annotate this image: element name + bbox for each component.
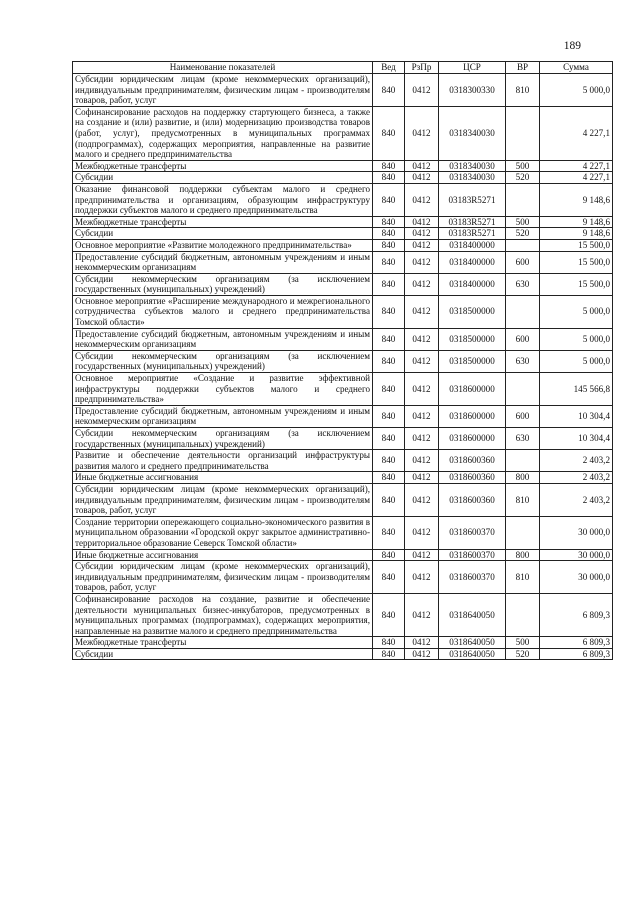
cell-vr: 800 (506, 549, 540, 561)
cell-rzpr: 0412 (405, 561, 439, 594)
cell-ved: 840 (373, 251, 405, 273)
cell-vr (506, 106, 540, 160)
cell-vr (506, 239, 540, 251)
cell-vr: 600 (506, 328, 540, 350)
cell-csr: 0318600000 (439, 405, 506, 427)
cell-ved: 840 (373, 273, 405, 295)
cell-vr: 630 (506, 428, 540, 450)
cell-vr: 500 (506, 637, 540, 649)
cell-name: Основное мероприятие «Создание и развитие эффективной инфраструктуры поддержки субъектов малого и среднего предпринимательства» (73, 373, 373, 406)
column-header-sum: Сумма (540, 62, 613, 74)
cell-rzpr: 0412 (405, 483, 439, 516)
cell-csr: 03183R5271 (439, 228, 506, 240)
cell-vr: 630 (506, 273, 540, 295)
cell-sum: 145 566,8 (540, 373, 613, 406)
cell-sum: 5 000,0 (540, 350, 613, 372)
cell-name: Предоставление субсидий бюджетным, автономным учреждениям и иным некоммерческим организациям (73, 251, 373, 273)
cell-name: Основное мероприятие «Расширение международного и межрегионального сотрудничества субъектов малого и среднего предпринимательства Томской области» (73, 295, 373, 328)
table-row (73, 239, 613, 251)
cell-name: Основное мероприятие «Развитие молодежного предпринимательства» (73, 239, 373, 251)
cell-vr (506, 183, 540, 216)
cell-vr: 520 (506, 228, 540, 240)
cell-vr (506, 295, 540, 328)
cell-csr: 0318600360 (439, 483, 506, 516)
cell-rzpr: 0412 (405, 593, 439, 636)
cell-ved: 840 (373, 516, 405, 549)
cell-sum: 15 500,0 (540, 251, 613, 273)
cell-ved: 840 (373, 183, 405, 216)
cell-rzpr: 0412 (405, 549, 439, 561)
cell-csr: 0318340030 (439, 106, 506, 160)
cell-ved: 840 (373, 637, 405, 649)
cell-rzpr: 0412 (405, 160, 439, 172)
column-header-name: Наименование показателей (73, 62, 373, 74)
table-row (73, 328, 613, 350)
cell-ved: 840 (373, 593, 405, 636)
table-row (73, 450, 613, 472)
cell-csr: 0318600370 (439, 561, 506, 594)
table-row (73, 160, 613, 172)
cell-name: Предоставление субсидий бюджетным, автономным учреждениям и иным некоммерческим организациям (73, 328, 373, 350)
cell-ved: 840 (373, 549, 405, 561)
table-row (73, 350, 613, 372)
cell-rzpr: 0412 (405, 637, 439, 649)
cell-vr: 630 (506, 350, 540, 372)
cell-csr: 0318340030 (439, 172, 506, 184)
cell-rzpr: 0412 (405, 648, 439, 660)
cell-csr: 0318400000 (439, 273, 506, 295)
cell-ved: 840 (373, 295, 405, 328)
table-row (73, 172, 613, 184)
cell-csr: 0318600370 (439, 549, 506, 561)
cell-name: Субсидии некоммерческим организациям (за исключением государственных (муниципальных) учреждений) (73, 350, 373, 372)
cell-ved: 840 (373, 405, 405, 427)
table-row (73, 428, 613, 450)
cell-ved: 840 (373, 561, 405, 594)
cell-name: Субсидии юридическим лицам (кроме некоммерческих организаций), индивидуальным предпринимателям, физическим лицам - производителям товаров, работ, услуг (73, 483, 373, 516)
table-row (73, 483, 613, 516)
cell-csr: 0318400000 (439, 239, 506, 251)
table-row (73, 516, 613, 549)
table-row (73, 273, 613, 295)
cell-rzpr: 0412 (405, 239, 439, 251)
cell-rzpr: 0412 (405, 228, 439, 240)
cell-name: Софинансирование расходов на поддержку стартующего бизнеса, а также на создание и (или) развитие, и (или) модернизацию производства товаров (работ, услуг), предусмотренных в муниципальных программах (подпрограммах), содержащих мероприятия, направленные на развитие малого и среднего предпринимательства (73, 106, 373, 160)
cell-name: Межбюджетные трансферты (73, 637, 373, 649)
cell-csr: 03183R5271 (439, 183, 506, 216)
cell-sum: 15 500,0 (540, 239, 613, 251)
cell-csr: 0318600000 (439, 428, 506, 450)
cell-sum: 10 304,4 (540, 405, 613, 427)
cell-sum: 6 809,3 (540, 648, 613, 660)
cell-ved: 840 (373, 450, 405, 472)
cell-ved: 840 (373, 228, 405, 240)
cell-vr: 500 (506, 160, 540, 172)
cell-rzpr: 0412 (405, 172, 439, 184)
cell-csr: 0318600370 (439, 516, 506, 549)
cell-name: Оказание финансовой поддержки субъектам малого и среднего предпринимательства и организациям, образующим инфраструктуру поддержки субъектов малого и среднего предпринимательства (73, 183, 373, 216)
cell-name: Субсидии юридическим лицам (кроме некоммерческих организаций), индивидуальным предпринимателям, физическим лицам - производителям товаров, работ, услуг (73, 561, 373, 594)
cell-sum: 4 227,1 (540, 106, 613, 160)
cell-csr: 0318500000 (439, 328, 506, 350)
cell-csr: 0318640050 (439, 637, 506, 649)
cell-ved: 840 (373, 328, 405, 350)
cell-sum: 6 809,3 (540, 593, 613, 636)
cell-sum: 2 403,2 (540, 472, 613, 484)
cell-ved: 840 (373, 428, 405, 450)
cell-rzpr: 0412 (405, 183, 439, 216)
cell-ved: 840 (373, 472, 405, 484)
table-row (73, 593, 613, 636)
cell-csr: 0318340030 (439, 160, 506, 172)
cell-rzpr: 0412 (405, 472, 439, 484)
cell-ved: 840 (373, 172, 405, 184)
cell-vr: 810 (506, 74, 540, 107)
cell-ved: 840 (373, 160, 405, 172)
column-header-ved: Вед (373, 62, 405, 74)
cell-name: Межбюджетные трансферты (73, 216, 373, 228)
cell-ved: 840 (373, 483, 405, 516)
cell-rzpr: 0412 (405, 273, 439, 295)
cell-vr (506, 516, 540, 549)
cell-csr: 0318640050 (439, 648, 506, 660)
cell-vr: 600 (506, 251, 540, 273)
table-row (73, 561, 613, 594)
cell-name: Иные бюджетные ассигнования (73, 549, 373, 561)
cell-sum: 6 809,3 (540, 637, 613, 649)
cell-name: Предоставление субсидий бюджетным, автономным учреждениям и иным некоммерческим организациям (73, 405, 373, 427)
cell-vr: 800 (506, 472, 540, 484)
cell-sum: 15 500,0 (540, 273, 613, 295)
cell-ved: 840 (373, 239, 405, 251)
table-row (73, 405, 613, 427)
cell-vr (506, 593, 540, 636)
cell-vr: 500 (506, 216, 540, 228)
cell-sum: 9 148,6 (540, 228, 613, 240)
cell-name: Субсидии (73, 648, 373, 660)
cell-rzpr: 0412 (405, 216, 439, 228)
cell-csr: 0318640050 (439, 593, 506, 636)
cell-vr: 810 (506, 483, 540, 516)
cell-name: Создание территории опережающего социально-экономического развития в муниципальном образовании «Городской округ закрытое административно-территориальное образование Северск Томской области» (73, 516, 373, 549)
cell-vr: 810 (506, 561, 540, 594)
cell-rzpr: 0412 (405, 350, 439, 372)
table-row (73, 228, 613, 240)
cell-rzpr: 0412 (405, 450, 439, 472)
cell-csr: 0318600360 (439, 472, 506, 484)
cell-sum: 2 403,2 (540, 483, 613, 516)
table-row (73, 648, 613, 660)
table-row (73, 637, 613, 649)
cell-rzpr: 0412 (405, 295, 439, 328)
cell-rzpr: 0412 (405, 328, 439, 350)
column-header-vr: ВР (506, 62, 540, 74)
cell-name: Межбюджетные трансферты (73, 160, 373, 172)
cell-csr: 0318500000 (439, 295, 506, 328)
cell-ved: 840 (373, 648, 405, 660)
cell-name: Субсидии юридическим лицам (кроме некоммерческих организаций), индивидуальным предпринимателям, физическим лицам - производителям товаров, работ, услуг (73, 74, 373, 107)
cell-rzpr: 0412 (405, 74, 439, 107)
cell-sum: 4 227,1 (540, 160, 613, 172)
cell-sum: 2 403,2 (540, 450, 613, 472)
cell-csr: 0318300330 (439, 74, 506, 107)
cell-sum: 5 000,0 (540, 295, 613, 328)
cell-rzpr: 0412 (405, 516, 439, 549)
table-row (73, 106, 613, 160)
cell-csr: 0318600360 (439, 450, 506, 472)
table-row (73, 251, 613, 273)
cell-ved: 840 (373, 373, 405, 406)
table-row (73, 549, 613, 561)
table-row (73, 74, 613, 107)
cell-rzpr: 0412 (405, 251, 439, 273)
cell-csr: 0318500000 (439, 350, 506, 372)
cell-ved: 840 (373, 74, 405, 107)
cell-name: Субсидии некоммерческим организациям (за исключением государственных (муниципальных) учреждений) (73, 273, 373, 295)
cell-sum: 4 227,1 (540, 172, 613, 184)
table-header-row (73, 62, 613, 74)
cell-sum: 9 148,6 (540, 216, 613, 228)
cell-sum: 30 000,0 (540, 561, 613, 594)
cell-vr: 520 (506, 648, 540, 660)
table-row (73, 373, 613, 406)
cell-name: Иные бюджетные ассигнования (73, 472, 373, 484)
cell-name: Субсидии (73, 172, 373, 184)
cell-name: Субсидии некоммерческим организациям (за исключением государственных (муниципальных) учреждений) (73, 428, 373, 450)
cell-vr: 520 (506, 172, 540, 184)
table-row (73, 472, 613, 484)
cell-ved: 840 (373, 216, 405, 228)
column-header-csr: ЦСР (439, 62, 506, 74)
cell-sum: 5 000,0 (540, 328, 613, 350)
cell-rzpr: 0412 (405, 373, 439, 406)
cell-name: Развитие и обеспечение деятельности организаций инфраструктуры развития малого и среднего предпринимательства (73, 450, 373, 472)
page-number: 189 (563, 40, 581, 52)
table-row (73, 183, 613, 216)
cell-rzpr: 0412 (405, 428, 439, 450)
cell-csr: 0318600000 (439, 373, 506, 406)
cell-rzpr: 0412 (405, 106, 439, 160)
cell-sum: 30 000,0 (540, 549, 613, 561)
cell-vr (506, 450, 540, 472)
cell-name: Софинансирование расходов на создание, развитие и обеспечение деятельности муниципальных бизнес-инкубаторов, предусмотренных в муниципальных программах (подпрограммах), содержащих мероприятия, направленные на развитие малого и среднего предпринимательства (73, 593, 373, 636)
cell-rzpr: 0412 (405, 405, 439, 427)
column-header-rzpr: РзПр (405, 62, 439, 74)
table-row (73, 295, 613, 328)
cell-vr: 600 (506, 405, 540, 427)
cell-csr: 03183R5271 (439, 216, 506, 228)
cell-csr: 0318400000 (439, 251, 506, 273)
cell-name: Субсидии (73, 228, 373, 240)
table-row (73, 216, 613, 228)
cell-ved: 840 (373, 350, 405, 372)
cell-sum: 30 000,0 (540, 516, 613, 549)
cell-sum: 5 000,0 (540, 74, 613, 107)
cell-sum: 9 148,6 (540, 183, 613, 216)
cell-ved: 840 (373, 106, 405, 160)
cell-vr (506, 373, 540, 406)
cell-sum: 10 304,4 (540, 428, 613, 450)
budget-table (72, 61, 613, 660)
